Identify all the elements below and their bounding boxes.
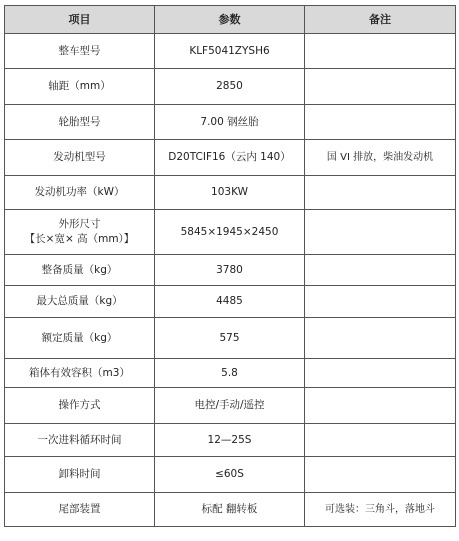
cell-item: 箱体有效容积（m3）: [5, 359, 155, 388]
cell-param: 2850: [155, 69, 305, 105]
header-item: 项目: [5, 6, 155, 34]
table-row: [5, 140, 456, 176]
cell-param: 103KW: [155, 176, 305, 210]
table-row: [5, 255, 456, 286]
table-header-row: [5, 6, 456, 34]
cell-param: 标配 翻转板: [155, 493, 305, 527]
cell-param: 电控/手动/遥控: [155, 388, 305, 424]
cell-item: 轮胎型号: [5, 105, 155, 140]
spec-table: [4, 5, 456, 527]
cell-note: [305, 255, 456, 286]
cell-param: D20TCIF16（云内 140）: [155, 140, 305, 176]
cell-note: 国 VI 排放，柴油发动机: [305, 140, 456, 176]
cell-param: 5845×1945×2450: [155, 210, 305, 255]
table-row: [5, 318, 456, 359]
cell-item: 额定质量（kg）: [5, 318, 155, 359]
cell-item-line2: 【长×宽× 高（mm）】: [24, 233, 135, 245]
table-row: [5, 34, 456, 69]
cell-param: 12—25S: [155, 424, 305, 457]
cell-note: [305, 318, 456, 359]
cell-item: [5, 210, 155, 255]
table-row: [5, 493, 456, 527]
cell-note: [305, 388, 456, 424]
cell-item: 整备质量（kg）: [5, 255, 155, 286]
cell-note: [305, 34, 456, 69]
header-param: 参数: [155, 6, 305, 34]
cell-item: 卸料时间: [5, 457, 155, 493]
cell-note: [305, 286, 456, 318]
cell-param: 7.00 钢丝胎: [155, 105, 305, 140]
cell-note: 可选装：三角斗，落地斗: [305, 493, 456, 527]
cell-param: 4485: [155, 286, 305, 318]
cell-note: [305, 359, 456, 388]
cell-param: KLF5041ZYSH6: [155, 34, 305, 69]
table-row: [5, 105, 456, 140]
cell-note: [305, 176, 456, 210]
cell-item: 发动机功率（kW）: [5, 176, 155, 210]
cell-note: [305, 210, 456, 255]
cell-item: 尾部装置: [5, 493, 155, 527]
table-row: [5, 286, 456, 318]
cell-item: 一次进料循环时间: [5, 424, 155, 457]
table-row: [5, 388, 456, 424]
table-row: [5, 69, 456, 105]
table-row: [5, 210, 456, 255]
table-row: [5, 424, 456, 457]
cell-note: [305, 457, 456, 493]
cell-item: 发动机型号: [5, 140, 155, 176]
table-row: [5, 359, 456, 388]
cell-note: [305, 69, 456, 105]
cell-param: 5.8: [155, 359, 305, 388]
table-row: [5, 457, 456, 493]
cell-param: 3780: [155, 255, 305, 286]
cell-note: [305, 105, 456, 140]
cell-param: ≤60S: [155, 457, 305, 493]
cell-item: 最大总质量（kg）: [5, 286, 155, 318]
cell-param: 575: [155, 318, 305, 359]
cell-note: [305, 424, 456, 457]
header-note: 备注: [305, 6, 456, 34]
cell-item: 操作方式: [5, 388, 155, 424]
cell-item: 整车型号: [5, 34, 155, 69]
cell-item: 轴距（mm）: [5, 69, 155, 105]
cell-item-line1: 外形尺寸: [58, 218, 101, 230]
table-row: [5, 176, 456, 210]
